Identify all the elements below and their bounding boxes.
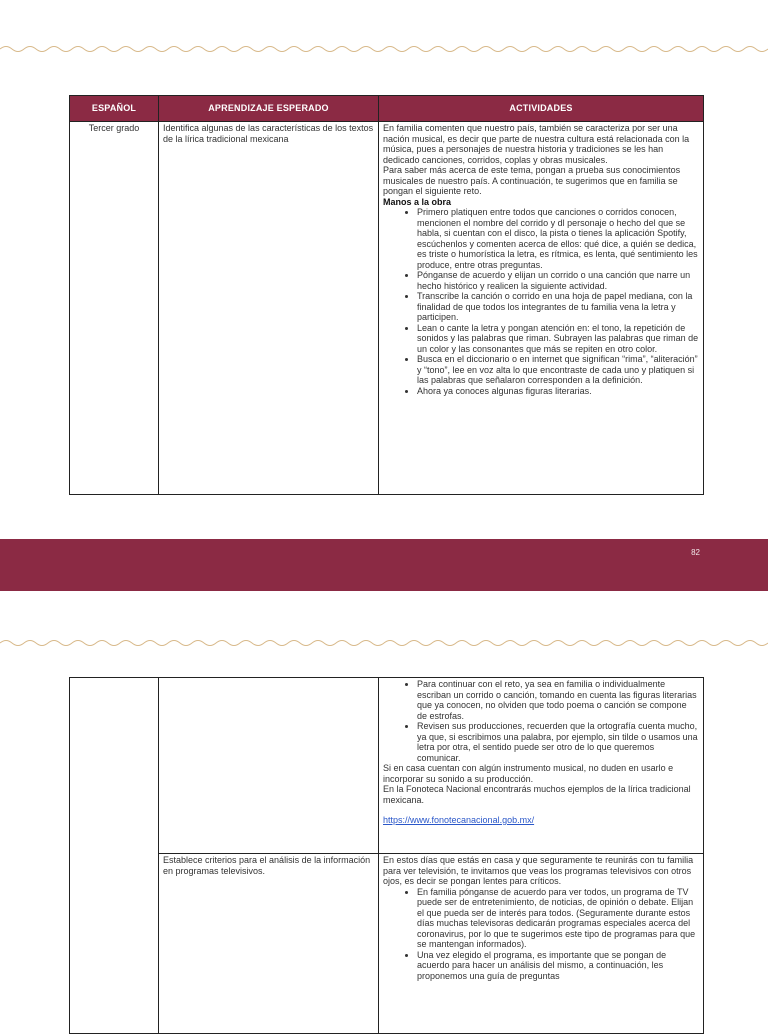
grade-cell-continued <box>70 678 159 1034</box>
tv-intro-paragraph: En estos días que estás en casa y que seguramente te reunirás con tu familia para ver televisión, te invitamos que veas los programas televisivos con otros ojos, es decir se pongan lentes para críticos. <box>383 855 694 886</box>
list-item: • Busca en el diccionario o en internet que significan “rima”, “aliteración” y “tono”, lee en voz alta lo que encontraste de cada uno y platiquen si las palabras que señalaron corresponden a la definición. <box>417 354 699 386</box>
learning-text: Identifica algunas de las características de los textos de la lírica tradicional mexicana <box>163 123 374 144</box>
list-item: • Lean o cante la letra y pongan atención en: el tono, la repetición de sonidos y las palabras que riman. Subrayen las palabras que riman de un color y las consonantes que más se repiten en otro color. <box>417 323 699 355</box>
intro-paragraph-2: Para saber más acerca de este tema, pongan a prueba sus conocimientos musicales de nuestro país. A continuación, te sugerimos que en familia se pongan el siguiente reto. <box>383 165 681 196</box>
learning-cell-tv <box>159 854 379 1034</box>
header-aprendizaje: APRENDIZAJE ESPERADO <box>159 96 379 122</box>
fonoteca-link[interactable]: https://www.fonotecanacional.gob.mx/ <box>383 815 535 825</box>
learning-cell-continued <box>159 678 379 854</box>
activities-table-page-1 <box>69 95 704 495</box>
learning-text-tv: Establece criterios para el análisis de la información en programas televisivos. <box>163 855 371 876</box>
page-number: 82 <box>691 548 700 557</box>
activities-cell-tv <box>379 854 704 1034</box>
activities-cell-continued <box>379 678 704 854</box>
list-item: • En familia pónganse de acuerdo para ver todos, un programa de TV puede ser de entretenimiento, de noticias, de opinión o debate. Elijan el que pueda ser de interés para todos. (Seguramente durante estos días muchas televisoras dedicarán programas especiales acerca del coronavirus, por lo que te sugerimos este tipo de programas para que se mantengan informados). <box>417 887 699 950</box>
activities-table-page-2 <box>69 677 704 1034</box>
list-item: • Pónganse de acuerdo y elijan un corrido o una canción que narre un hecho histórico y realicen la siguiente actividad. <box>417 270 699 291</box>
grade-cell <box>70 122 159 495</box>
list-item: • Transcribe la canción o corrido en una hoja de papel mediana, con la finalidad de que todos los integrantes de tu familia vena la letra y participen. <box>417 291 699 323</box>
list-item: • Ahora ya conoces algunas figuras literarias. <box>417 386 699 397</box>
activity-list <box>383 207 699 396</box>
intro-paragraph-1: En familia comenten que nuestro país, también se caracteriza por ser una nación musical, es decir que parte de nuestra cultura está relacionada con la música, pues a personajes de nuestra historia y tradiciones se les han dedicado canciones, corridos, coplas y obras musicales. <box>383 123 690 165</box>
fonoteca-paragraph: En la Fonoteca Nacional encontrarás muchos ejemplos de la lírica tradicional mexicana. <box>383 784 691 805</box>
instrument-paragraph: Si en casa cuentan con algún instrumento musical, no duden en usarlo e incorporar su sonido a su producción. <box>383 763 674 784</box>
page-footer-band <box>0 539 768 591</box>
decorative-wave-page-2 <box>0 636 768 650</box>
section-subtitle: Manos a la obra <box>383 196 452 207</box>
learning-cell <box>159 122 379 495</box>
list-item: • Para continuar con el reto, ya sea en familia o individualmente escriban un corrido o canción, tomando en cuenta las figuras literarias que ya conocen, no olviden que todo poema o canción se compone de estrofas. <box>417 679 699 721</box>
header-actividades: ACTIVIDADES <box>379 96 704 122</box>
list-item: • Una vez elegido el programa, es importante que se pongan de acuerdo para hacer un análisis del mismo, a continuación, les proponemos una guía de preguntas <box>417 950 699 982</box>
list-item: • Revisen sus producciones, recuerden que la ortografía cuenta mucho, ya que, si escribimos una palabra, por ejemplo, sin tilde o usamos una letra por otra, el sentido puede ser otro de lo que queremos comunicar. <box>417 721 699 763</box>
header-espanol: ESPAÑOL <box>70 96 159 122</box>
grade-label: Tercer grado <box>88 123 140 133</box>
tv-activity-list <box>383 887 699 982</box>
list-item: • Primero platiquen entre todos que canciones o corridos conocen, mencionen el nombre del corrido y dl personaje o hecho del que se habla, si cuentan con el disco, la pista o tienes la aplicación Spotify, escúchenlos y comenten acerca de ellos: qué dice, a quién se dedica, es triste o humorística la letra, es rítmica, es lenta, qué sentimiento les produce, entre otras preguntas. <box>417 207 699 270</box>
decorative-wave-top <box>0 42 768 56</box>
activities-cell <box>379 122 704 495</box>
activity-list-continued <box>383 679 699 763</box>
